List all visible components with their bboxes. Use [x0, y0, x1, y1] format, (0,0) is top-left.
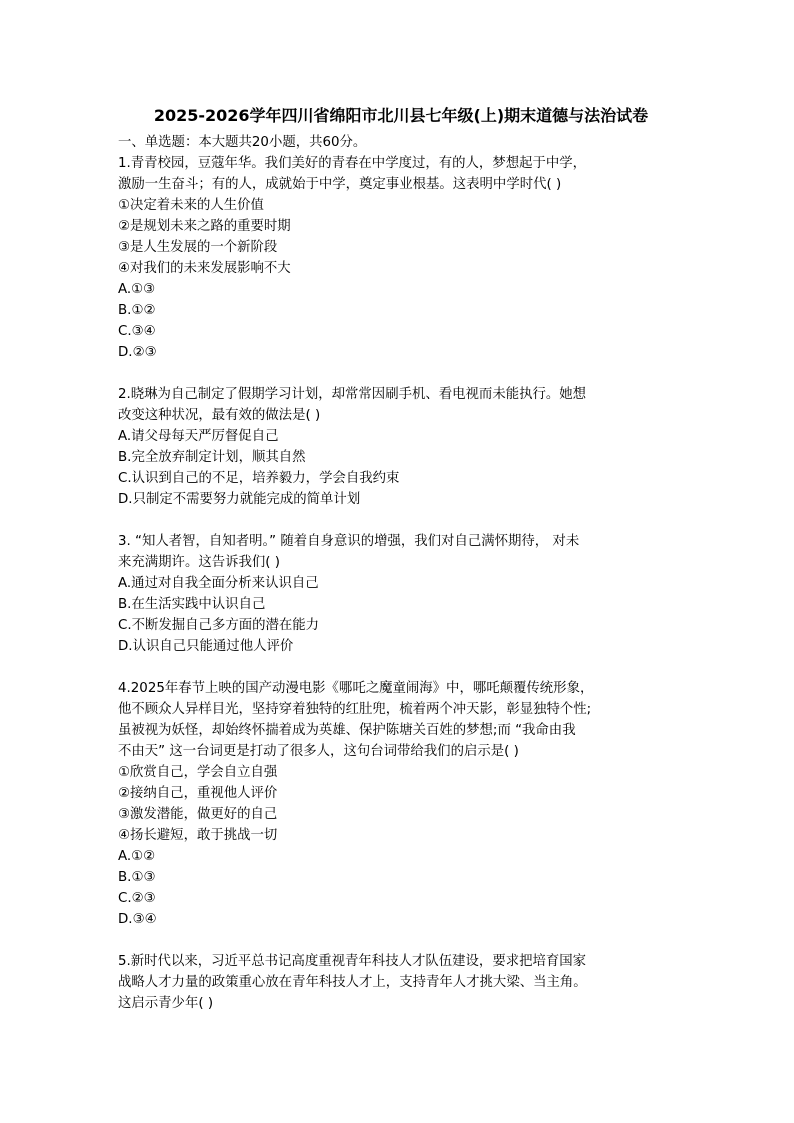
- stem-line: 来充满期许。这告诉我们( ): [118, 555, 281, 570]
- statement: ③激发潜能，做更好的自己: [118, 807, 278, 822]
- option-a: A.①②: [118, 849, 156, 864]
- stem-line: 他不顾众人异样目光，坚持穿着独特的红肚兜，梳着两个冲天影，彰显独特个性;: [118, 702, 592, 717]
- option-b: B.①③: [118, 870, 156, 885]
- option-b: B.①②: [118, 303, 156, 318]
- exam-page: [118, 104, 684, 1035]
- statement: ①决定着未来的人生价值: [118, 198, 264, 213]
- exam-title: 2025-2026学年四川省绵阳市北川县七年级(上)期末道德与法治试卷: [153, 106, 649, 125]
- question-3: [118, 531, 684, 657]
- stem-line: 4.2025年春节上映的国产动漫电影《哪吒之魔童闹海》中，哪吒颠覆传统形象，: [118, 681, 594, 696]
- statement: ③是人生发展的一个新阶段: [118, 240, 278, 255]
- stem-line: 这启示青少年( ): [118, 996, 214, 1011]
- stem-line: 不由天” 这一台词更是打动了很多人，这句台词带给我们的启示是( ): [118, 744, 519, 759]
- question-stem: [118, 384, 684, 426]
- question-5: [118, 951, 684, 1014]
- stem-line: 激励一生奋斗；有的人，成就始于中学，奠定事业根基。这表明中学时代( ): [118, 177, 562, 192]
- option-c: C.认识到自己的不足，培养毅力，学会自我约束: [118, 471, 400, 486]
- question-stem: [118, 951, 684, 1014]
- statement: ④对我们的未来发展影响不大: [118, 261, 291, 276]
- option-d: D.认识自己只能通过他人评价: [118, 639, 294, 654]
- question-1: [118, 153, 684, 363]
- stem-line: 3. “知人者智，自知者明。” 随着自身意识的增强，我们对自己满怀期待， 对未: [118, 534, 580, 549]
- question-stem: [118, 531, 684, 573]
- statement: ①欣赏自己，学会自立自强: [118, 765, 278, 780]
- option-d: D.②③: [118, 345, 157, 360]
- option-b: B.在生活实践中认识自己: [118, 597, 266, 612]
- option-a: A.请父母每天严厉督促自己: [118, 429, 279, 444]
- stem-line: 战略人才力量的政策重心放在青年科技人才上，支持青年人才挑大梁、当主角。: [118, 975, 587, 990]
- question-2: [118, 384, 684, 510]
- option-c: C.不断发掘自己多方面的潜在能力: [118, 618, 320, 633]
- stem-line: 2.晓琳为自己制定了假期学习计划，却常常因刷手机、看电视而未能执行。她想: [118, 387, 587, 402]
- statement: ②是规划未来之路的重要时期: [118, 219, 291, 234]
- statement: ④扬长避短，敢于挑战一切: [118, 828, 278, 843]
- option-b: B.完全放弃制定计划，顺其自然: [118, 450, 306, 465]
- option-d: D.③④: [118, 912, 157, 927]
- option-c: C.③④: [118, 324, 156, 339]
- question-stem: [118, 153, 684, 195]
- stem-line: 5.新时代以来，习近平总书记高度重视青年科技人才队伍建设，要求把培育国家: [118, 954, 587, 969]
- question-4: [118, 678, 684, 930]
- stem-line: 1.青青校园，豆蔻年华。我们美好的青春在中学度过，有的人，梦想起于中学，: [118, 156, 587, 171]
- option-c: C.②③: [118, 891, 156, 906]
- option-d: D.只制定不需要努力就能完成的简单计划: [118, 492, 361, 507]
- stem-line: 改变这种状况，最有效的做法是( ): [118, 408, 321, 423]
- statement: ②接纳自己，重视他人评价: [118, 786, 278, 801]
- option-a: A.通过对自我全面分析来认识自己: [118, 576, 319, 591]
- stem-line: 虽被视为妖怪，却始终怀揣着成为英雄、保护陈塘关百姓的梦想;而 “我命由我: [118, 723, 576, 738]
- question-stem: [118, 678, 684, 762]
- option-a: A.①③: [118, 282, 156, 297]
- section-heading: 一、单选题：本大题共20小题，共60分。: [118, 135, 367, 150]
